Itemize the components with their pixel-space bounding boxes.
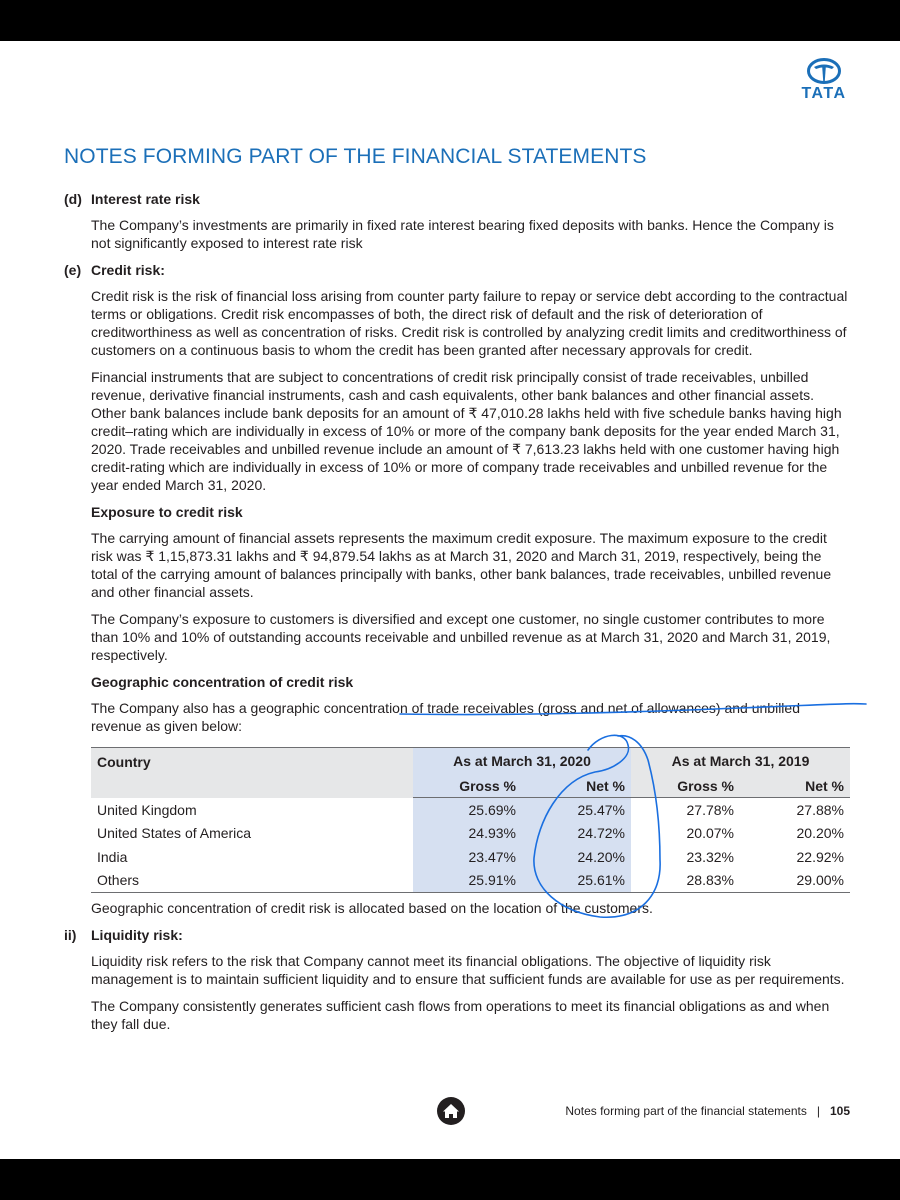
net-2020-cell: 25.47%	[522, 798, 631, 822]
gross-2020-cell: 23.47%	[413, 845, 522, 869]
bottom-black-bar	[0, 1159, 900, 1200]
net-2019-cell: 29.00%	[740, 869, 850, 893]
geo-concentration-table	[91, 747, 850, 893]
footer-separator: |	[816, 1104, 820, 1118]
geo-concentration-intro: The Company also has a geographic concentration of trade receivables (gross and net of allowances) and unbilled revenue as given below:	[91, 700, 800, 734]
gross-2020-cell: 24.93%	[413, 822, 522, 846]
interest-rate-risk-text: The Company’s investments are primarily in fixed rate interest bearing fixed deposits with banks. Hence the Company is not significantly exposed to interest rate risk	[91, 217, 834, 251]
section-ii-heading	[64, 926, 850, 944]
tata-logo	[796, 58, 852, 108]
section-e-heading	[64, 261, 850, 279]
net-2019-cell: 22.92%	[796, 848, 844, 865]
credit-risk-paragraph-1: Credit risk is the risk of financial loss arising from counter party failure to repay or service debt according to the contractual terms or obligations. Credit risk encompasses of both, the direct risk of default and the risk of deterioration of creditworthiness as well as concentration of risks. Credit risk is controlled by analyzing credit limits and creditworthiness of customers on a continuous basis to whom the credit has been granted after necessary approvals for credit.	[91, 288, 848, 358]
gross-2019-cell: 23.32%	[686, 848, 734, 865]
section-d-heading	[64, 190, 850, 208]
home-icon	[436, 1096, 466, 1126]
col-group-2019-header: As at March 31, 2019	[631, 748, 850, 775]
net-2020-header: Net %	[522, 774, 631, 798]
document-body	[64, 190, 850, 1042]
gross-2019-header: Gross %	[631, 774, 740, 798]
section-d-title: Interest rate risk	[91, 191, 200, 207]
table-row	[91, 869, 850, 893]
tata-emblem-icon	[807, 58, 841, 84]
geo-concentration-heading: Geographic concentration of credit risk	[91, 674, 354, 690]
footer-text: Notes forming part of the financial statements	[565, 1104, 807, 1118]
net-2019-cell: 20.20%	[796, 825, 844, 842]
home-button[interactable]	[436, 1096, 466, 1126]
liquidity-risk-paragraph-2: The Company consistently generates sufficient cash flows from operations to meet its financial obligations as and when they fall due.	[91, 998, 830, 1032]
table-row	[91, 822, 850, 846]
section-e-title: Credit risk:	[91, 262, 165, 278]
col-group-2020-header: As at March 31, 2020	[413, 748, 631, 775]
gross-2019-cell: 27.78%	[686, 801, 734, 818]
country-cell: Others	[91, 869, 413, 893]
table-row	[91, 845, 850, 869]
top-black-bar	[0, 0, 900, 41]
logo-wordmark: TATA	[801, 85, 847, 102]
gross-2019-cell: 28.83%	[631, 869, 740, 893]
page-footer	[565, 1104, 850, 1118]
section-ii-title: Liquidity risk:	[91, 927, 183, 943]
net-2019-cell: 27.88%	[796, 801, 844, 818]
liquidity-risk-paragraph-1: Liquidity risk refers to the risk that Company cannot meet its financial obligations. The objective of liquidity risk management is to maintain sufficient liquidity and to ensure that sufficient funds are available for use as per requirements.	[91, 953, 845, 987]
section-e-label: (e)	[64, 262, 82, 278]
page-title: NOTES FORMING PART OF THE FINANCIAL STATEMENTS	[64, 145, 647, 168]
country-cell: United States of America	[97, 825, 252, 842]
net-2020-cell: 24.72%	[522, 822, 631, 846]
section-ii-label: ii)	[64, 927, 77, 943]
table-row	[91, 798, 850, 822]
net-2019-header: Net %	[740, 774, 850, 798]
exposure-paragraph-2: The Company’s exposure to customers is diversified and except one customer, no single customer contributes to more than 10% and 10% of outstanding accounts receivable and unbilled revenue as at March 31, 2020 and March 31, 2019, respectively.	[91, 611, 831, 663]
exposure-heading: Exposure to credit risk	[91, 504, 243, 520]
net-2020-cell: 24.20%	[522, 845, 631, 869]
exposure-paragraph-1: The carrying amount of financial assets represents the maximum credit exposure. The maximum exposure to the credit risk was ₹ 1,15,873.31 lakhs and ₹ 94,879.54 lakhs as at March 31, 2020 and March 31, 2019, respectively, being the total of the carrying amount of balances principally with banks, other bank balances, trade receivables, unbilled revenue and other financial assets.	[91, 530, 832, 600]
geo-concentration-note: Geographic concentration of credit risk is allocated based on the location of the customers.	[91, 900, 653, 916]
section-d-label: (d)	[64, 191, 82, 207]
gross-2020-cell: 25.69%	[413, 798, 522, 822]
credit-risk-paragraph-2: Financial instruments that are subject to concentrations of credit risk principally consist of trade receivables, unbilled revenue, derivative financial instruments, cash and cash equivalents, other bank balances and other financial assets. Other bank balances include bank deposits for an amount of ₹ 47,010.28 lakhs held with five schedule banks having high credit–rating which are individually in excess of 10% or more of the company bank deposits for the year ended March 31, 2020. Trade receivables and unbilled revenue include an amount of ₹ 7,613.23 lakhs held with one customer having high credit-rating which are individually in excess of 10% or more of company trade receivables and unbilled revenue for the year ended March 31, 2020.	[91, 369, 842, 493]
gross-2019-cell: 20.07%	[686, 825, 734, 842]
page-number: 105	[829, 1104, 850, 1118]
table-header-row	[91, 748, 850, 775]
country-cell: United Kingdom	[97, 801, 197, 818]
net-2020-cell: 25.61%	[522, 869, 631, 893]
col-country-header: Country	[91, 748, 413, 798]
gross-2020-header: Gross %	[413, 774, 522, 798]
gross-2020-cell: 25.91%	[413, 869, 522, 893]
country-cell: India	[97, 848, 128, 865]
